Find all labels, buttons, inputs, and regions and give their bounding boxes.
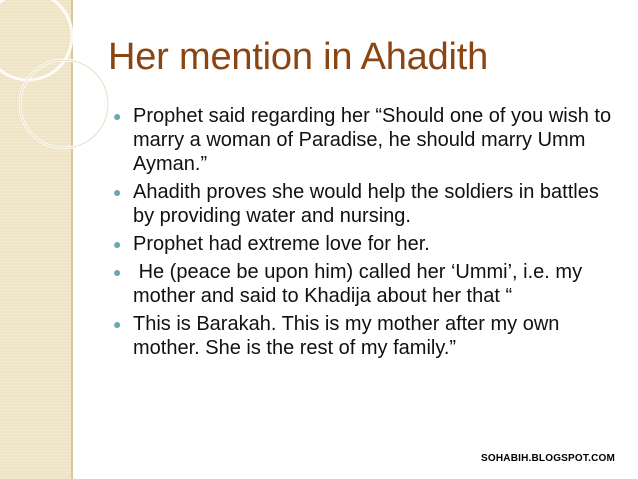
bullet-text: He (peace be upon him) called her ‘Ummi’, i.e. my mother and said to Khadija about her that “ [133, 261, 588, 307]
bullet-item [113, 104, 613, 176]
bullet-icon: ● [113, 108, 122, 124]
bullet-icon: ● [113, 316, 122, 332]
bullet-item [113, 312, 613, 360]
bullet-text: Ahadith proves she would help the soldiers in battles by providing water and nursing. [133, 181, 599, 227]
bullet-icon: ● [113, 184, 122, 200]
bullet-icon: ● [113, 236, 122, 252]
decorative-circle-mid-inner [20, 60, 108, 148]
bullet-icon: ● [113, 264, 122, 280]
decorative-circle-top [0, 0, 72, 80]
slide-title: Her mention in Ahadith [108, 36, 489, 78]
bullet-text: This is Barakah. This is my mother after my own mother. She is the rest of my family.” [133, 313, 560, 359]
bullet-text: Prophet had extreme love for her. [133, 233, 430, 255]
bullet-item [113, 180, 613, 228]
decorative-circles [0, 0, 120, 479]
bullet-item [113, 232, 613, 256]
bullet-text: Prophet said regarding her “Should one of you wish to marry a woman of Paradise, he should marry Umm Ayman.” [133, 105, 612, 175]
bullet-item [113, 260, 613, 308]
bullet-list [113, 104, 613, 364]
source-watermark: SOHABIH.BLOGSPOT.COM [481, 453, 616, 464]
